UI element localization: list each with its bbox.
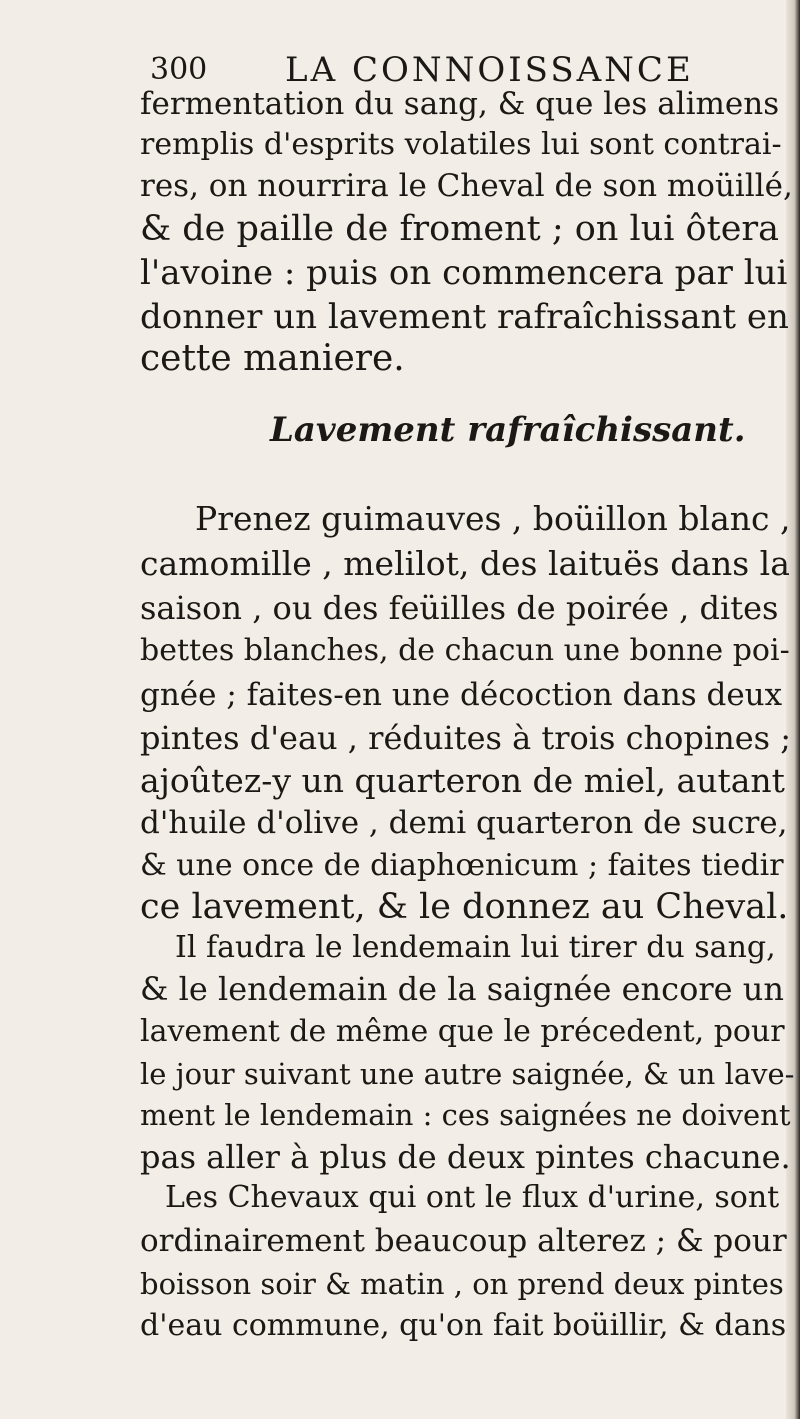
text-line: lavement de même que le précedent, pour xyxy=(140,1014,785,1049)
text-line: ajoûtez-y un quarteron de miel, autant xyxy=(140,761,785,800)
text-line: Les Chevaux qui ont le flux d'urine, sont xyxy=(165,1180,780,1215)
section-heading: Lavement rafraîchissant. xyxy=(270,410,746,450)
text-line: ordinairement beaucoup alterez ; & pour xyxy=(140,1223,787,1259)
running-title: LA CONNOISSANCE xyxy=(285,50,694,90)
text-line: saison , ou des feüilles de poirée , dites xyxy=(140,589,779,627)
text-line: pas aller à plus de deux pintes chacune. xyxy=(140,1138,791,1176)
text-line: pintes d'eau , réduites à trois chopines ; xyxy=(140,719,792,757)
text-line: camomille , melilot, des laituës dans la xyxy=(140,544,790,583)
text-line: remplis d'esprits volatiles lui sont contrai- xyxy=(140,127,782,162)
text-line: & de paille de froment ; on lui ôtera xyxy=(140,209,780,249)
text-line: bettes blanches, de chacun une bonne poi- xyxy=(140,633,790,668)
text-line: & le lendemain de la saignée encore un xyxy=(140,970,784,1008)
text-line: Il faudra le lendemain lui tirer du sang, xyxy=(175,930,776,965)
text-line: Prenez guimauves , boüillon blanc , xyxy=(195,499,791,538)
page-number: 300 xyxy=(150,52,208,87)
text-line: l'avoine : puis on commencera par lui xyxy=(140,253,788,293)
text-line: gnée ; faites-en une décoction dans deux xyxy=(140,677,783,713)
text-line: d'huile d'olive , demi quarteron de sucre, xyxy=(140,805,788,841)
text-line: d'eau commune, qu'on fait boüillir, & dans xyxy=(140,1308,787,1343)
text-line: res, on nourrira le Cheval de son moüillé, xyxy=(140,168,793,204)
text-line: ment le lendemain : ces saignées ne doivent xyxy=(140,1098,791,1132)
text-line: & une once de diaphœnicum ; faites tiedir xyxy=(140,848,784,883)
text-line: cette maniere. xyxy=(140,338,405,379)
text-line: le jour suivant une autre saignée, & un lave- xyxy=(140,1057,795,1091)
text-line: donner un lavement rafraîchissant en xyxy=(140,297,789,337)
text-line: ce lavement, & le donnez au Cheval. xyxy=(140,887,789,927)
text-line: fermentation du sang, & que les alimens xyxy=(140,86,780,122)
text-line: boisson soir & matin , on prend deux pintes xyxy=(140,1267,784,1301)
